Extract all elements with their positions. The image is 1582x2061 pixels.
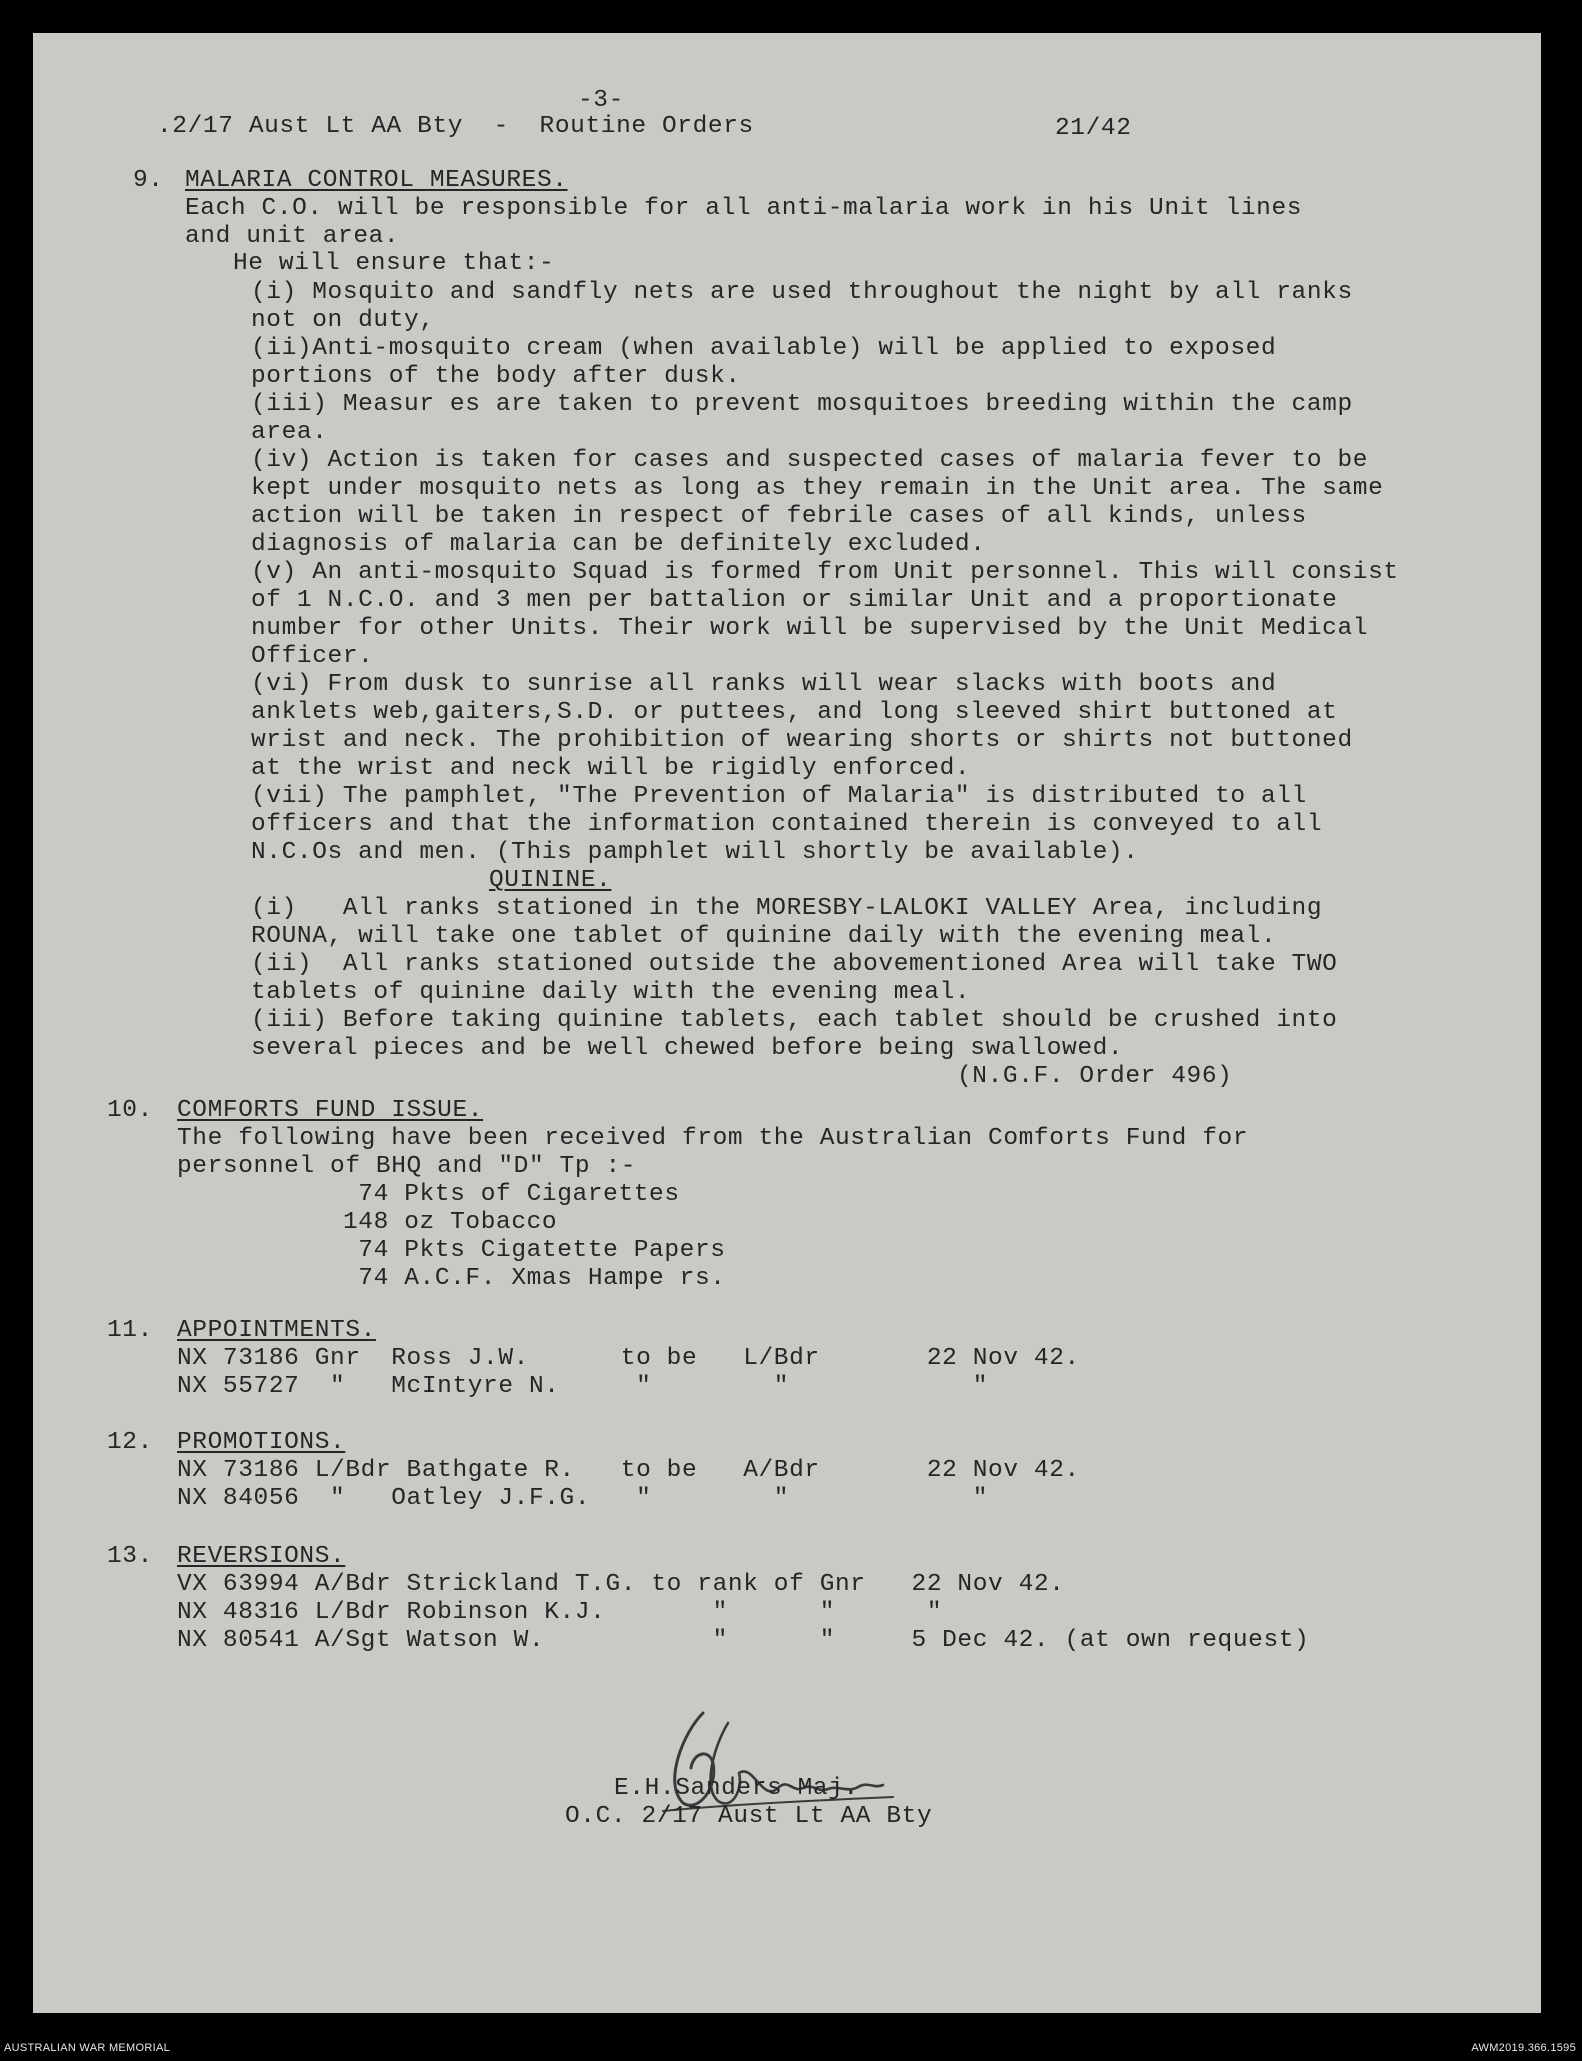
list-item: tablets of quinine daily with the evening meal.	[251, 979, 971, 1006]
list-item: not on duty,	[251, 307, 435, 334]
table-row: NX 73186 L/Bdr Bathgate R. to be A/Bdr 22 Nov 42.	[177, 1457, 1080, 1484]
list-item: portions of the body after dusk.	[251, 363, 741, 390]
paragraph-line: and unit area.	[185, 223, 400, 250]
table-row: NX 80541 A/Sgt Watson W. " " 5 Dec 42. (at own request)	[177, 1627, 1310, 1654]
table-row: NX 73186 Gnr Ross J.W. to be L/Bdr 22 Nov 42.	[177, 1345, 1080, 1372]
footer-source: AUSTRALIAN WAR MEMORIAL	[4, 2042, 171, 2054]
paragraph-line: The following have been received from the Australian Comforts Fund for	[177, 1125, 1249, 1152]
list-item: of 1 N.C.O. and 3 men per battalion or similar Unit and a proportionate	[251, 587, 1338, 614]
list-item: (iii) Before taking quinine tablets, each tablet should be crushed into	[251, 1007, 1338, 1034]
list-item: (iii) Measur es are taken to prevent mosquitoes breeding within the camp	[251, 391, 1353, 418]
list-item: (vii) The pamphlet, "The Prevention of Malaria" is distributed to all	[251, 783, 1307, 810]
list-item: number for other Units. Their work will be supervised by the Unit Medical	[251, 615, 1369, 642]
list-item: anklets web,gaiters,S.D. or puttees, and long sleeved shirt buttoned at	[251, 699, 1338, 726]
list-item: 148 oz Tobacco	[343, 1209, 558, 1236]
list-item: N.C.Os and men. (This pamphlet will shortly be available).	[251, 839, 1139, 866]
paragraph-line: Each C.O. will be responsible for all anti-malaria work in his Unit lines	[185, 195, 1303, 222]
section-heading-comforts: COMFORTS FUND ISSUE.	[177, 1097, 484, 1124]
list-item: area.	[251, 419, 328, 446]
list-item: ROUNA, will take one tablet of quinine daily with the evening meal.	[251, 923, 1277, 950]
table-row: NX 55727 " McIntyre N. " " "	[177, 1373, 989, 1400]
section-heading-promotions: PROMOTIONS.	[177, 1429, 346, 1456]
table-row: NX 48316 L/Bdr Robinson K.J. " " "	[177, 1599, 943, 1626]
section-number-9: 9.	[133, 167, 164, 194]
section-heading-reversions: REVERSIONS.	[177, 1543, 346, 1570]
list-item: (iv) Action is taken for cases and suspected cases of malaria fever to be	[251, 447, 1369, 474]
order-number: 21/42	[1055, 115, 1132, 142]
list-item: Officer.	[251, 643, 374, 670]
list-item: 74 A.C.F. Xmas Hampe rs.	[343, 1265, 726, 1292]
list-item: (ii) All ranks stationed outside the abovementioned Area will take TWO	[251, 951, 1338, 978]
list-item: action will be taken in respect of febrile cases of all kinds, unless	[251, 503, 1307, 530]
list-item: kept under mosquito nets as long as they remain in the Unit area. The same	[251, 475, 1384, 502]
list-item: 74 Pkts Cigatette Papers	[343, 1237, 726, 1264]
table-row: VX 63994 A/Bdr Strickland T.G. to rank of Gnr 22 Nov 42.	[177, 1571, 1065, 1598]
order-reference: (N.G.F. Order 496)	[957, 1063, 1233, 1090]
list-item: officers and that the information contained therein is conveyed to all	[251, 811, 1323, 838]
list-item: (i) All ranks stationed in the MORESBY-LALOKI VALLEY Area, including	[251, 895, 1323, 922]
section-number-13: 13.	[107, 1543, 153, 1570]
page-number: -3-	[578, 87, 624, 114]
list-item: (ii)Anti-mosquito cream (when available) will be applied to exposed	[251, 335, 1277, 362]
table-row: NX 84056 " Oatley J.F.G. " " "	[177, 1485, 989, 1512]
paragraph-line: personnel of BHQ and "D" Tp :-	[177, 1153, 637, 1180]
section-number-12: 12.	[107, 1429, 153, 1456]
footer-catalogue-id: AWM2019.366.1595	[1471, 2042, 1576, 2054]
list-item: (vi) From dusk to sunrise all ranks will wear slacks with boots and	[251, 671, 1277, 698]
list-item: wrist and neck. The prohibition of wearing shorts or shirts not buttoned	[251, 727, 1353, 754]
signatory-title: O.C. 2/17 Aust Lt AA Bty	[565, 1803, 933, 1830]
list-item: diagnosis of malaria can be definitely excluded.	[251, 531, 986, 558]
section-number-10: 10.	[107, 1097, 153, 1124]
list-item: (i) Mosquito and sandfly nets are used throughout the night by all ranks	[251, 279, 1353, 306]
paragraph-line: He will ensure that:-	[233, 250, 555, 277]
list-item: (v) An anti-mosquito Squad is formed from Unit personnel. This will consist	[251, 559, 1399, 586]
list-item: several pieces and be well chewed before being swallowed.	[251, 1035, 1124, 1062]
section-heading-appointments: APPOINTMENTS.	[177, 1317, 376, 1344]
signatory-name: E.H.Sanders Maj.	[614, 1775, 859, 1802]
document-header-unit: .2/17 Aust Lt AA Bty - Routine Orders	[157, 113, 754, 140]
list-item: 74 Pkts of Cigarettes	[343, 1181, 680, 1208]
section-heading-malaria: MALARIA CONTROL MEASURES.	[185, 167, 568, 194]
list-item: at the wrist and neck will be rigidly enforced.	[251, 755, 971, 782]
document-page	[33, 33, 1541, 2013]
subheading-quinine: QUININE.	[489, 867, 612, 894]
section-number-11: 11.	[107, 1317, 153, 1344]
